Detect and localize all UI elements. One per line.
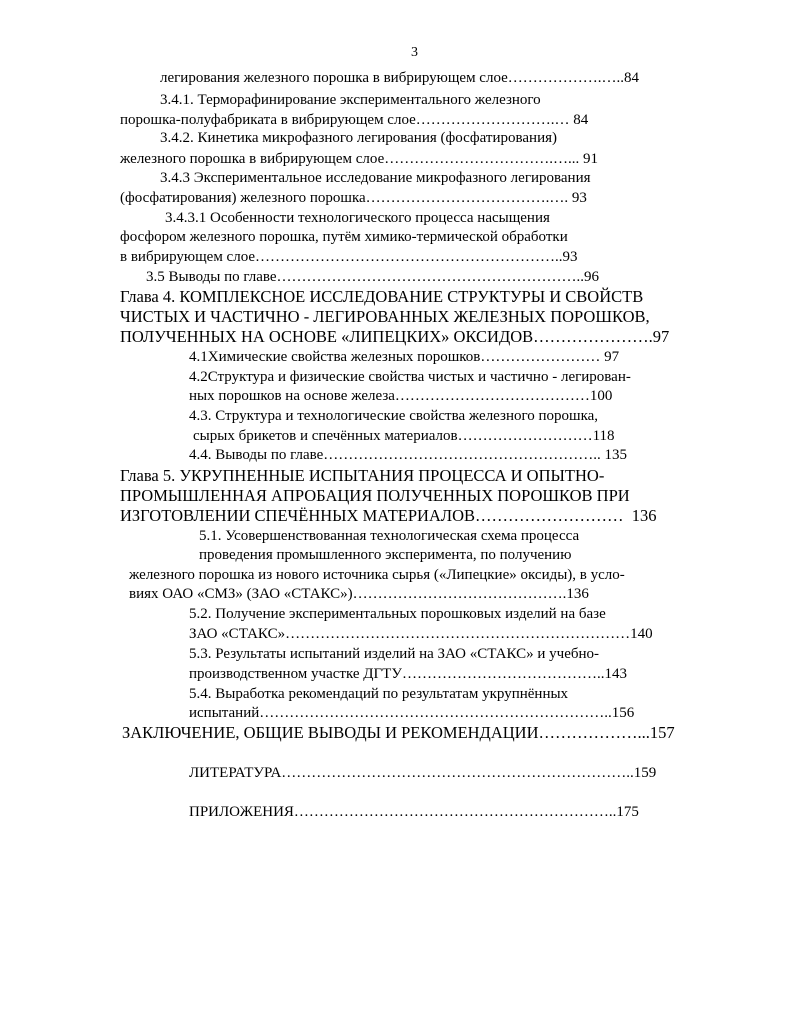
toc-line: фосфором железного порошка, путём химико-термической обработки: [120, 229, 568, 245]
references-heading: ЛИТЕРАТУРА……………………………………………………………..159: [189, 765, 657, 781]
toc-line: порошка-полуфабриката в вибрирующем слое……………………….… 84: [120, 112, 589, 128]
toc-line: (фосфатирования) железного порошка……………………………….…. 93: [120, 190, 587, 206]
chapter-heading: ИЗГОТОВЛЕНИИ СПЕЧЁННЫХ МАТЕРИАЛОВ……………………… 136: [120, 506, 657, 525]
toc-line: производственном участке ДГТУ…………………………………..143: [189, 666, 627, 682]
toc-line: ЗАО «СТАКС»……………………………………………………………140: [189, 626, 653, 642]
toc-line: 4.1Химические свойства железных порошков…………………… 97: [189, 349, 620, 365]
toc-line: 3.4.3.1 Особенности технологического процесса насыщения: [165, 210, 550, 226]
toc-line: железного порошка из нового источника сырья («Липецкие» оксиды), в усло-: [129, 567, 625, 583]
chapter-heading: ПОЛУЧЕННЫХ НА ОСНОВЕ «ЛИПЕЦКИХ» ОКСИДОВ………………….97: [120, 327, 670, 346]
toc-line: легирования железного порошка в вибрирующем слое……………….…..84: [160, 70, 640, 86]
toc-line: сырых брикетов и спечённых материалов………………………118: [193, 428, 615, 444]
toc-line: 3.4.1. Терморафинирование экспериментального железного: [160, 92, 541, 108]
toc-line: 3.5 Выводы по главе……………………………………………………..96: [146, 269, 600, 285]
toc-line: 5.2. Получение экспериментальных порошковых изделий на базе: [189, 606, 606, 622]
chapter-heading: Глава 4. КОМПЛЕКСНОЕ ИССЛЕДОВАНИЕ СТРУКТУРЫ И СВОЙСТВ: [120, 287, 644, 306]
toc-line: виях ОАО «СМЗ» (ЗАО «СТАКС»)…………………………………….136: [129, 586, 589, 602]
toc-line: проведения промышленного эксперимента, по получению: [199, 547, 572, 563]
toc-line: 4.2Структура и физические свойства чистых и частично - легирован-: [189, 369, 631, 385]
appendices-heading: ПРИЛОЖЕНИЯ………………………………………………………..175: [189, 804, 639, 820]
chapter-heading: ЧИСТЫХ И ЧАСТИЧНО - ЛЕГИРОВАННЫХ ЖЕЛЕЗНЫХ ПОРОШКОВ,: [120, 307, 650, 326]
chapter-heading: ПРОМЫШЛЕННАЯ АПРОБАЦИЯ ПОЛУЧЕННЫХ ПОРОШКОВ ПРИ: [120, 486, 630, 505]
toc-line: в вибрирующем слое……………………………………………………..93: [120, 249, 578, 265]
toc-line: 4.3. Структура и технологические свойства железного порошка,: [189, 408, 599, 424]
conclusion-heading: ЗАКЛЮЧЕНИЕ, ОБЩИЕ ВЫВОДЫ И РЕКОМЕНДАЦИИ………………...157: [122, 723, 675, 742]
page-number: 3: [411, 45, 418, 60]
toc-line: 3.4.3 Экспериментальное исследование микрофазного легирования: [160, 170, 591, 186]
toc-line: 4.4. Выводы по главе……………………………………………….. 135: [189, 447, 628, 463]
chapter-heading: Глава 5. УКРУПНЕННЫЕ ИСПЫТАНИЯ ПРОЦЕССА И ОПЫТНО-: [120, 466, 605, 485]
toc-line: 5.4. Выработка рекомендаций по результатам укрупнённых: [189, 686, 569, 702]
toc-line: 3.4.2. Кинетика микрофазного легирования (фосфатирования): [160, 130, 557, 146]
toc-line: ных порошков на основе железа…………………………………100: [189, 388, 613, 404]
toc-line: 5.1. Усовершенствованная технологическая схема процесса: [199, 528, 580, 544]
toc-line: испытаний……………………………………………………………..156: [189, 705, 635, 721]
toc-line: 5.3. Результаты испытаний изделий на ЗАО «СТАКС» и учебно-: [189, 646, 600, 662]
toc-line: железного порошка в вибрирующем слое…………………………….…... 91: [120, 151, 598, 167]
